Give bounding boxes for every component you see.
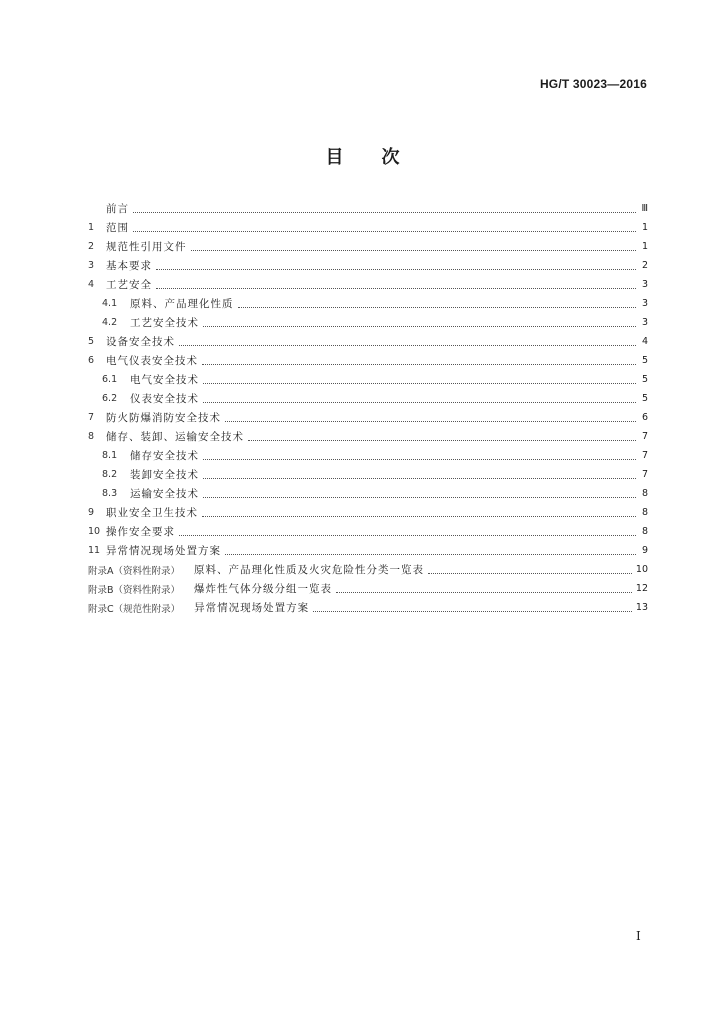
toc-entry-label: 装卸安全技术 xyxy=(130,469,199,481)
toc-entry[interactable] xyxy=(88,408,648,427)
document-code: HG/T 30023—2016 xyxy=(539,77,647,91)
toc-entry[interactable] xyxy=(88,332,648,351)
toc-entry-label: 前言 xyxy=(106,203,129,215)
toc-entry[interactable] xyxy=(88,294,648,313)
toc-entry-number: 4.1 xyxy=(102,298,118,309)
toc-entry-label: 规范性引用文件 xyxy=(106,241,187,253)
toc-entry-page: 3 xyxy=(641,279,648,290)
toc-entry-label: 电气安全技术 xyxy=(130,374,199,386)
toc-entry-page: 8 xyxy=(641,526,648,537)
toc-entry-label: 电气仪表安全技术 xyxy=(106,355,198,367)
toc-entry-number: 8.1 xyxy=(102,450,118,461)
toc-entry-label: 原料、产品理化性质及火灾危险性分类一览表 xyxy=(194,564,424,576)
toc-entry[interactable] xyxy=(88,351,648,370)
toc-entry-page: 3 xyxy=(641,298,648,309)
toc-entry[interactable] xyxy=(88,389,648,408)
toc-title-char-1: 目 xyxy=(325,147,344,168)
toc-entry[interactable] xyxy=(88,503,648,522)
toc-entry-label: 操作安全要求 xyxy=(106,526,175,538)
toc-entry-number: 6 xyxy=(88,355,95,366)
toc-entry-label: 防火防爆消防安全技术 xyxy=(106,412,221,424)
toc-entry-label: 爆炸性气体分级分组一览表 xyxy=(194,583,333,595)
toc-entry[interactable] xyxy=(88,465,648,484)
toc-entry[interactable] xyxy=(88,370,648,389)
toc-entry-label: 运输安全技术 xyxy=(130,488,199,500)
toc-entry-label: 异常情况现场处置方案 xyxy=(194,602,310,614)
dot-leader xyxy=(203,458,636,460)
dot-leader xyxy=(313,610,632,612)
toc-entry-number: 8 xyxy=(88,431,95,442)
dot-leader xyxy=(238,306,637,308)
toc-entry[interactable] xyxy=(88,484,648,503)
toc-entry-label: 原料、产品理化性质 xyxy=(130,298,234,310)
toc-entry-page: 13 xyxy=(635,602,648,613)
toc-entry[interactable] xyxy=(88,579,648,598)
toc-entry-page: 8 xyxy=(641,488,648,499)
toc-entry-page: 7 xyxy=(641,431,648,442)
dot-leader xyxy=(133,211,636,213)
dot-leader xyxy=(428,572,632,574)
toc-entry-label: 工艺安全 xyxy=(106,279,152,291)
toc-entry[interactable] xyxy=(88,446,648,465)
dot-leader xyxy=(202,363,636,365)
toc-entry-number: 6.1 xyxy=(102,374,118,385)
dot-leader xyxy=(203,401,636,403)
dot-leader xyxy=(336,591,632,593)
toc-entry-number: 11 xyxy=(88,545,101,556)
toc-entry[interactable] xyxy=(88,598,648,617)
toc-entry-page: 5 xyxy=(641,355,648,366)
dot-leader xyxy=(156,268,636,270)
toc-entry[interactable] xyxy=(88,237,648,256)
dot-leader xyxy=(156,287,636,289)
dot-leader xyxy=(203,325,636,327)
toc-entry-number: 6.2 xyxy=(102,393,118,404)
toc-entry-number: 3 xyxy=(88,260,95,271)
toc-entry-number: 10 xyxy=(88,526,101,537)
toc-entry-number: 4.2 xyxy=(102,317,118,328)
dot-leader xyxy=(248,439,636,441)
toc-title-char-2: 次 xyxy=(381,147,400,168)
toc-entry[interactable] xyxy=(88,218,648,237)
dot-leader xyxy=(225,553,636,555)
toc-entry-label: 异常情况现场处置方案 xyxy=(106,545,221,557)
dot-leader xyxy=(203,382,636,384)
toc-entry-label: 设备安全技术 xyxy=(106,336,175,348)
toc-entry-number: 附录A（资料性附录） xyxy=(88,565,180,577)
dot-leader xyxy=(225,420,636,422)
toc-entry-label: 范围 xyxy=(106,222,129,234)
toc-entry-page: 7 xyxy=(641,469,648,480)
table-of-contents xyxy=(88,199,648,617)
toc-entry[interactable] xyxy=(88,275,648,294)
toc-entry-page: 10 xyxy=(635,564,648,575)
toc-entry-label: 职业安全卫生技术 xyxy=(106,507,198,519)
toc-entry-number: 8.3 xyxy=(102,488,118,499)
toc-entry-number: 2 xyxy=(88,241,95,252)
toc-entry-label: 储存、装卸、运输安全技术 xyxy=(106,431,244,443)
toc-entry-number: 8.2 xyxy=(102,469,118,480)
dot-leader xyxy=(191,249,637,251)
toc-entry-page: 7 xyxy=(641,450,648,461)
toc-entry[interactable] xyxy=(88,541,648,560)
toc-entry-page: 5 xyxy=(641,374,648,385)
toc-entry[interactable] xyxy=(88,427,648,446)
page-number: Ⅰ xyxy=(636,929,641,943)
toc-entry-page: 4 xyxy=(641,336,648,347)
toc-entry[interactable] xyxy=(88,313,648,332)
toc-entry-number: 7 xyxy=(88,412,95,423)
toc-entry-page: 3 xyxy=(641,317,648,328)
toc-entry-number: 附录B（资料性附录） xyxy=(88,584,181,596)
toc-entry-page: 6 xyxy=(641,412,648,423)
toc-entry[interactable] xyxy=(88,560,648,579)
dot-leader xyxy=(133,230,636,232)
toc-entry-page: 2 xyxy=(641,260,648,271)
toc-entry-page: 8 xyxy=(641,507,648,518)
toc-entry[interactable] xyxy=(88,256,648,275)
dot-leader xyxy=(202,515,636,517)
dot-leader xyxy=(179,534,636,536)
dot-leader xyxy=(179,344,636,346)
toc-entry-number: 4 xyxy=(88,279,95,290)
toc-entry-page: 5 xyxy=(641,393,648,404)
toc-entry-number: 5 xyxy=(88,336,95,347)
toc-entry-label: 基本要求 xyxy=(106,260,152,272)
toc-entry-page: 9 xyxy=(641,545,648,556)
toc-entry-label: 仪表安全技术 xyxy=(130,393,199,405)
dot-leader xyxy=(203,477,636,479)
toc-entry-number: 1 xyxy=(88,222,95,233)
toc-entry-page: Ⅲ xyxy=(641,203,648,214)
toc-entry-number: 附录C（规范性附录） xyxy=(88,603,181,615)
toc-entry-number: 9 xyxy=(88,507,95,518)
toc-entry-page: 12 xyxy=(635,583,648,594)
toc-title xyxy=(0,143,725,169)
toc-entry-page: 1 xyxy=(641,222,648,233)
toc-entry-label: 工艺安全技术 xyxy=(130,317,199,329)
toc-entry-label: 储存安全技术 xyxy=(130,450,199,462)
toc-entry-page: 1 xyxy=(641,241,648,252)
dot-leader xyxy=(203,496,636,498)
toc-entry[interactable] xyxy=(88,199,648,218)
toc-entry[interactable] xyxy=(88,522,648,541)
